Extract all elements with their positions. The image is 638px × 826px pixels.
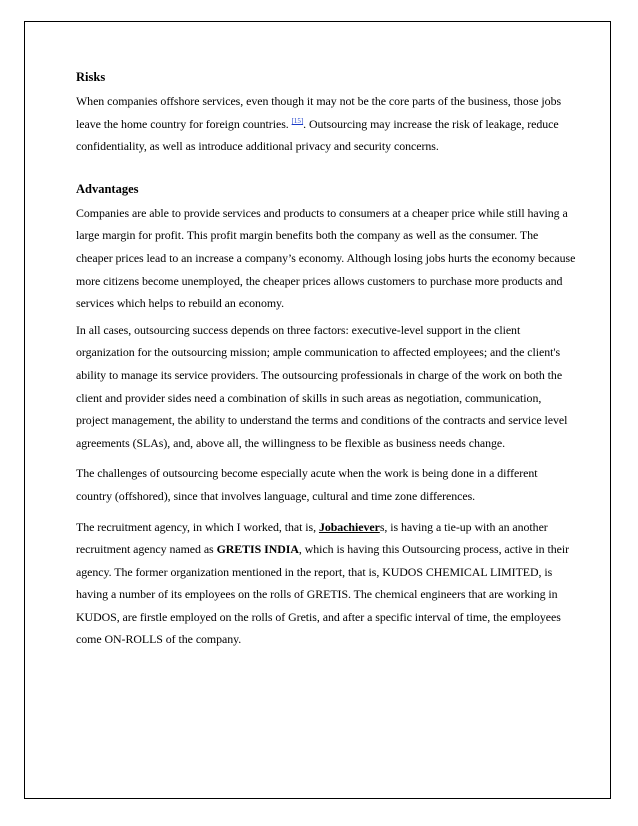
gretis-india-name: GRETIS INDIA [216,542,299,557]
risks-text-start: When companies offshore services, even though it may not be the core parts of the business, those jobs leave the home country for foreign countries. [76,94,562,131]
risks-text-end: . Outsourcing may increase the risk of leakage, reduce confidentiality, as well as introduce additional privacy and security concerns. [76,116,559,154]
document-body [76,66,576,651]
advantages-paragraph-4 [76,516,576,652]
p4-text-a: The recruitment agency, in which I worked, that is, [76,519,319,534]
advantages-paragraph-2: In all cases, outsourcing success depends on three factors: executive-level support in the client organization for the outsourcing mission; ample communication to affected employees; and the client's ability to manage its service providers. The outsourcing professionals in charge of the work on both the client and provider sides need a combination of skills in such areas as negotiation, communication, project management, the ability to understand the terms and conditions of the contracts and service level agreements (SLAs), and, above all, the willingness to be flexible as business needs change. [76,322,568,450]
risks-heading: Risks [76,70,106,84]
advantages-paragraph-3: The challenges of outsourcing become especially acute when the work is being done in a different country (offshored), since that involves language, cultural and time zone differences. [76,466,538,503]
citation-link[interactable]: [15] [291,116,304,125]
p4-text-b: s, is having a tie-up with an another recruitment agency named as [76,519,548,557]
risks-paragraph [76,90,576,158]
jobachiever-link[interactable]: Jobachiever [318,519,380,534]
advantages-paragraph-1: Companies are able to provide services and products to consumers at a cheaper price while still having a large margin for profit. This profit margin benefits both the company as well as the consumer. The cheaper prices lead to an increase a company’s economy. Although losing jobs hurts the economy because more citizens become unemployed, the cheaper prices allows customers to purchase more products and services which helps to rebuild an economy. [76,205,576,311]
p4-text-c: , which is having this Outsourcing process, active in their agency. The former organization mentioned in the report, that is, KUDOS CHEMICAL LIMITED, is having a number of its employees on the rolls of GRETIS. The chemical engineers that are working in KUDOS, are firstle employed on the rolls of Gretis, and after a specific interval of time, the employees come ON-ROLLS of the company. [76,542,570,647]
advantages-heading: Advantages [76,181,139,196]
